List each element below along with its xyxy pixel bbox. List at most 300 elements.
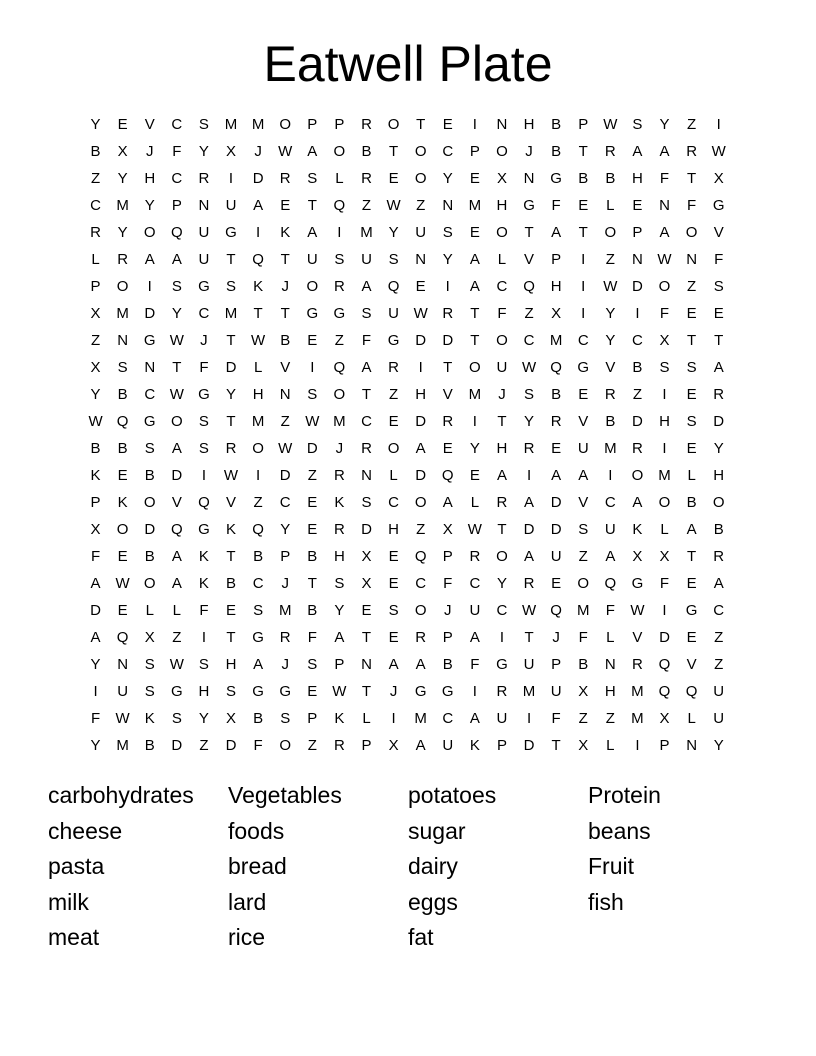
grid-letter: O [496, 224, 508, 241]
grid-letter: C [632, 332, 643, 349]
grid-letter: D [550, 521, 562, 538]
grid-letter: R [361, 170, 372, 187]
grid-letter: D [90, 602, 101, 619]
grid-letter: I [391, 710, 396, 727]
grid-letter: B [632, 359, 643, 376]
grid-letter: N [361, 467, 372, 484]
grid-letter: F [578, 629, 588, 646]
grid-row [82, 354, 734, 381]
grid-letter: B [144, 548, 155, 565]
grid-letter: M [631, 683, 644, 700]
grid-letter: F [199, 602, 209, 619]
grid-letter: E [578, 386, 589, 403]
grid-letter: E [442, 440, 453, 457]
grid-letter: L [253, 359, 263, 376]
grid-row [82, 327, 734, 354]
grid-letter: I [662, 386, 667, 403]
grid-letter: D [252, 170, 264, 187]
word-list-item: dairy [408, 853, 458, 879]
grid-letter: N [117, 332, 129, 349]
grid-letter: Z [416, 197, 426, 214]
grid-letter: S [253, 602, 264, 619]
grid-letter: Q [252, 521, 264, 538]
grid-letter: E [307, 494, 318, 511]
grid-letter: Z [578, 548, 588, 565]
grid-letter: A [171, 575, 182, 592]
grid-letter: A [713, 575, 724, 592]
grid-letter: A [551, 467, 562, 484]
grid-letter: C [469, 575, 481, 592]
grid-letter: B [713, 521, 724, 538]
grid-letter: P [307, 116, 318, 133]
grid-letter: H [550, 278, 562, 295]
grid-letter: B [361, 143, 372, 160]
grid-letter: R [442, 413, 454, 430]
grid-letter: J [281, 575, 289, 592]
grid-letter: Z [307, 737, 317, 754]
grid-letter: C [577, 332, 589, 349]
grid-letter: L [389, 467, 398, 484]
grid-letter: O [306, 278, 319, 295]
grid-letter: R [198, 170, 210, 187]
grid-row [82, 705, 734, 732]
grid-letter: I [608, 467, 613, 484]
grid-letter: X [144, 629, 155, 646]
grid-letter: Y [605, 305, 616, 322]
grid-letter: Q [658, 656, 671, 673]
grid-letter: E [686, 629, 697, 646]
grid-letter: I [147, 278, 152, 295]
grid-letter: A [415, 737, 426, 754]
grid-letter: X [90, 521, 101, 538]
grid-letter: T [307, 575, 317, 592]
grid-letter: U [550, 548, 562, 565]
grid-letter: Z [632, 386, 642, 403]
grid-letter: S [144, 440, 155, 457]
grid-letter: F [714, 251, 724, 268]
grid-letter: T [578, 224, 588, 241]
grid-letter: N [604, 656, 616, 673]
grid-letter: Z [90, 170, 101, 187]
grid-letter: I [581, 305, 586, 322]
grid-letter: D [442, 332, 454, 349]
grid-letter: R [523, 440, 535, 457]
grid-letter: J [281, 278, 289, 295]
grid-letter: A [496, 467, 507, 484]
grid-letter: R [90, 224, 101, 241]
grid-letter: U [713, 683, 725, 700]
grid-letter: X [361, 548, 372, 565]
grid-letter: X [659, 710, 670, 727]
grid-letter: R [361, 116, 372, 133]
grid-letter: V [578, 494, 589, 511]
grid-letter: D [415, 332, 427, 349]
grid-letter: S [442, 224, 453, 241]
grid-letter: Q [252, 251, 264, 268]
grid-letter: Z [90, 332, 101, 349]
grid-letter: A [388, 656, 399, 673]
grid-letter: S [334, 251, 345, 268]
grid-letter: T [524, 224, 534, 241]
grid-letter: U [388, 305, 399, 322]
grid-letter: W [305, 413, 320, 430]
grid-letter: R [388, 359, 399, 376]
grid-letter: B [551, 116, 562, 133]
grid-letter: P [442, 629, 453, 646]
grid-letter: S [307, 170, 318, 187]
grid-letter: T [687, 170, 697, 187]
grid-letter: G [550, 170, 562, 187]
grid-letter: M [224, 116, 238, 133]
grid-letter: A [253, 656, 264, 673]
grid-letter: C [279, 494, 291, 511]
grid-letter: I [662, 602, 667, 619]
grid-letter: M [116, 197, 129, 214]
grid-letter: H [496, 197, 508, 214]
grid-letter: R [333, 467, 345, 484]
grid-letter: I [472, 116, 477, 133]
grid-letter: F [659, 170, 670, 187]
grid-letter: Z [605, 251, 615, 268]
grid-letter: Q [170, 224, 183, 241]
grid-letter: I [526, 467, 532, 484]
grid-letter: F [687, 197, 697, 214]
grid-letter: B [90, 143, 101, 160]
grid-letter: W [169, 656, 184, 673]
grid-letter: O [143, 224, 156, 241]
grid-letter: I [472, 413, 477, 430]
grid-letter: G [143, 332, 156, 349]
grid-letter: I [256, 467, 261, 484]
grid-letter: E [415, 278, 426, 295]
grid-letter: Y [388, 224, 399, 241]
grid-letter: P [334, 116, 345, 133]
grid-letter: B [90, 440, 101, 457]
grid-letter: B [307, 602, 318, 619]
grid-row [82, 489, 734, 516]
grid-letter: A [90, 575, 101, 592]
grid-letter: A [171, 251, 182, 268]
grid-letter: F [199, 359, 209, 376]
grid-letter: L [362, 710, 371, 727]
grid-letter: G [143, 413, 156, 430]
grid-letter: N [686, 251, 698, 268]
page-title: Eatwell Plate [263, 36, 553, 92]
grid-letter: S [686, 413, 697, 430]
word-list-item: eggs [408, 888, 458, 915]
grid-letter: S [144, 656, 155, 673]
grid-letter: R [632, 440, 643, 457]
grid-letter: T [280, 251, 290, 268]
grid-letter: P [90, 278, 101, 295]
grid-letter: S [226, 278, 237, 295]
grid-letter: S [198, 440, 209, 457]
grid-row [82, 165, 734, 192]
grid-letter: L [497, 251, 507, 268]
grid-letter: G [414, 683, 427, 700]
grid-letter: T [361, 629, 372, 646]
grid-letter: T [253, 305, 263, 322]
grid-letter: E [686, 305, 697, 322]
grid-letter: I [662, 440, 667, 457]
grid-letter: T [226, 629, 236, 646]
grid-letter: E [388, 548, 399, 565]
grid-letter: M [522, 683, 536, 700]
grid-letter: X [578, 683, 589, 700]
grid-letter: Q [198, 494, 210, 511]
grid-letter: I [526, 710, 532, 727]
grid-letter: T [714, 332, 724, 349]
grid-letter: I [716, 116, 721, 133]
grid-letter: O [414, 143, 427, 160]
grid-letter: R [442, 305, 454, 322]
grid-letter: C [415, 575, 427, 592]
grid-letter: S [198, 656, 209, 673]
grid-letter: Z [172, 629, 182, 646]
grid-letter: W [603, 116, 618, 133]
grid-letter: F [551, 710, 561, 727]
grid-letter: D [225, 737, 237, 754]
grid-letter: U [604, 521, 616, 538]
grid-letter: B [253, 710, 264, 727]
grid-letter: O [333, 386, 346, 403]
grid-letter: F [551, 197, 561, 214]
grid-letter: S [280, 710, 291, 727]
grid-letter: A [144, 251, 155, 268]
grid-letter: S [117, 359, 128, 376]
grid-letter: E [388, 575, 399, 592]
grid-letter: T [388, 143, 399, 160]
grid-letter: J [525, 143, 533, 160]
grid-letter: O [116, 521, 129, 538]
grid-letter: W [521, 602, 537, 619]
grid-row [82, 435, 734, 462]
word-list-item: Vegetables [228, 782, 342, 808]
grid-letter: N [198, 197, 210, 214]
grid-letter: Z [199, 737, 209, 754]
word-search-grid [82, 111, 734, 759]
grid-letter: Y [171, 305, 182, 322]
grid-row [82, 408, 734, 435]
grid-letter: U [523, 656, 535, 673]
grid-letter: D [713, 413, 725, 430]
grid-letter: U [198, 251, 210, 268]
grid-letter: P [469, 143, 480, 160]
grid-letter: Q [441, 467, 454, 484]
grid-letter: P [496, 737, 507, 754]
grid-letter: S [524, 386, 535, 403]
grid-letter: B [280, 332, 291, 349]
grid-letter: S [713, 278, 724, 295]
grid-letter: H [659, 413, 670, 430]
word-list-item: sugar [408, 817, 466, 844]
grid-letter: O [469, 359, 481, 376]
grid-letter: T [497, 413, 507, 430]
grid-letter: E [469, 467, 480, 484]
grid-letter: U [496, 359, 508, 376]
grid-letter: X [578, 737, 589, 754]
grid-letter: A [632, 494, 643, 511]
grid-row [82, 624, 734, 651]
grid-letter: N [144, 359, 156, 376]
grid-letter: S [578, 521, 589, 538]
grid-letter: F [659, 575, 670, 592]
grid-letter: Q [604, 575, 617, 592]
grid-letter: S [361, 305, 372, 322]
grid-letter: D [415, 413, 427, 430]
grid-letter: G [279, 683, 292, 700]
grid-letter: L [606, 629, 615, 646]
grid-letter: O [333, 143, 346, 160]
grid-letter: C [90, 197, 101, 214]
grid-letter: N [117, 656, 129, 673]
grid-letter: A [524, 494, 535, 511]
grid-letter: C [523, 332, 535, 349]
grid-letter: R [279, 170, 291, 187]
grid-letter: Q [414, 548, 427, 565]
grid-letter: R [550, 413, 562, 430]
grid-letter: F [90, 548, 101, 565]
grid-letter: Q [658, 683, 671, 700]
grid-letter: Q [685, 683, 698, 700]
grid-letter: O [496, 548, 508, 565]
grid-letter: O [414, 602, 427, 619]
grid-letter: H [713, 467, 725, 484]
grid-letter: D [632, 278, 643, 295]
grid-letter: E [117, 548, 128, 565]
grid-letter: T [551, 737, 561, 754]
grid-letter: V [226, 494, 237, 511]
grid-letter: D [659, 629, 670, 646]
grid-letter: V [144, 116, 155, 133]
grid-letter: S [171, 278, 182, 295]
grid-letter: W [169, 332, 184, 349]
grid-letter: M [468, 386, 482, 403]
grid-letter: G [712, 197, 725, 214]
grid-letter: T [497, 521, 507, 538]
grid-letter: A [361, 278, 372, 295]
grid-letter: O [712, 494, 725, 511]
grid-letter: J [281, 656, 289, 673]
word-list-item: bread [228, 853, 287, 879]
grid-letter: I [581, 251, 586, 268]
grid-letter: Y [280, 521, 291, 538]
grid-letter: B [605, 170, 616, 187]
grid-letter: G [225, 224, 237, 241]
grid-letter: B [605, 413, 616, 430]
grid-letter: M [658, 467, 671, 484]
grid-letter: U [442, 737, 454, 754]
grid-letter: T [687, 548, 697, 565]
grid-letter: G [496, 656, 508, 673]
grid-letter: G [441, 683, 454, 700]
grid-letter: M [116, 305, 129, 322]
grid-row [82, 597, 734, 624]
grid-letter: M [333, 413, 346, 430]
grid-letter: B [686, 494, 697, 511]
grid-letter: S [388, 602, 399, 619]
grid-letter: G [577, 359, 590, 376]
grid-letter: E [226, 602, 237, 619]
grid-letter: C [604, 494, 616, 511]
grid-row [82, 246, 734, 273]
grid-letter: Z [416, 521, 426, 538]
grid-row [82, 543, 734, 570]
grid-letter: Z [605, 710, 615, 727]
grid-letter: L [687, 710, 696, 727]
word-list-item: fish [588, 888, 624, 915]
grid-letter: T [687, 332, 697, 349]
grid-letter: A [415, 656, 426, 673]
grid-letter: M [576, 602, 590, 619]
word-list-item: Fruit [588, 853, 634, 879]
grid-letter: C [388, 494, 399, 511]
grid-letter: L [172, 602, 181, 619]
grid-letter: R [469, 548, 481, 565]
grid-letter: E [388, 413, 399, 430]
grid-letter: Y [713, 737, 724, 754]
grid-letter: H [496, 440, 508, 457]
grid-letter: E [469, 224, 480, 241]
grid-letter: E [280, 197, 291, 214]
grid-letter: O [685, 224, 698, 241]
grid-letter: A [713, 359, 724, 376]
grid-letter: L [687, 467, 696, 484]
grid-letter: W [413, 305, 428, 322]
grid-letter: B [307, 548, 318, 565]
grid-letter: O [658, 278, 671, 295]
word-list-item: milk [48, 888, 89, 915]
grid-letter: L [606, 197, 615, 214]
grid-letter: T [280, 305, 290, 322]
grid-letter: X [659, 548, 670, 565]
grid-letter: C [171, 116, 183, 133]
grid-letter: H [604, 683, 616, 700]
grid-letter: X [442, 521, 453, 538]
grid-letter: Y [659, 116, 670, 133]
grid-letter: K [198, 548, 209, 565]
grid-letter: E [713, 305, 724, 322]
grid-letter: G [198, 386, 210, 403]
grid-letter: K [334, 710, 345, 727]
grid-letter: S [144, 683, 155, 700]
grid-letter: A [659, 224, 670, 241]
grid-letter: P [171, 197, 182, 214]
grid-letter: A [171, 548, 182, 565]
grid-letter: O [577, 575, 590, 592]
grid-letter: U [577, 440, 589, 457]
grid-letter: A [659, 143, 670, 160]
grid-letter: M [278, 602, 292, 619]
grid-letter: I [201, 629, 206, 646]
grid-letter: F [497, 305, 507, 322]
grid-letter: N [279, 386, 291, 403]
grid-letter: S [226, 683, 237, 700]
grid-letter: W [603, 278, 618, 295]
grid-letter: E [307, 332, 318, 349]
grid-letter: I [201, 467, 206, 484]
grid-letter: U [415, 224, 427, 241]
grid-letter: U [496, 710, 508, 727]
grid-letter: M [251, 116, 265, 133]
grid-letter: Z [280, 413, 290, 430]
grid-letter: F [470, 656, 480, 673]
grid-letter: U [306, 251, 318, 268]
grid-letter: C [713, 602, 725, 619]
grid-letter: R [632, 656, 643, 673]
word-list-item: carbohydrates [48, 782, 194, 808]
grid-letter: V [171, 494, 182, 511]
